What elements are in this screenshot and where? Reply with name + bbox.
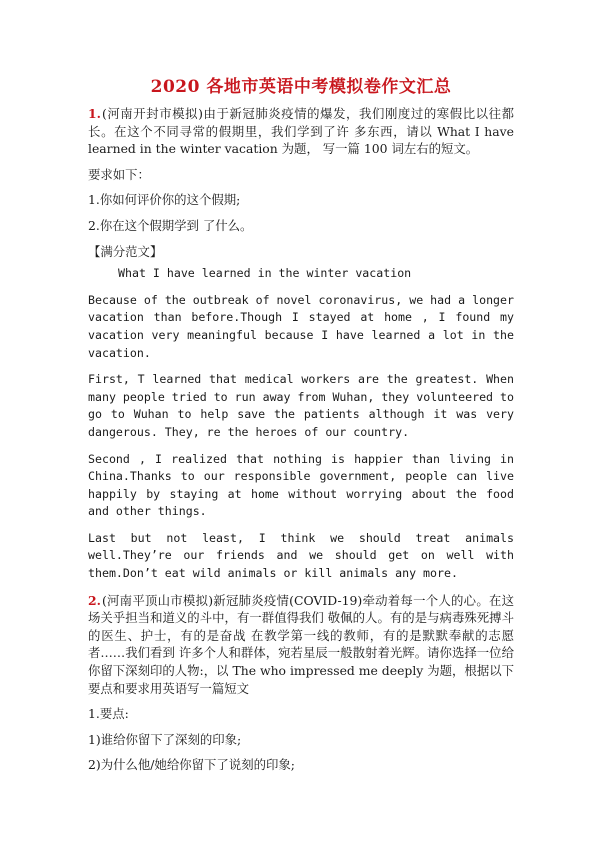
essay-title: What I have learned in the winter vacation: [118, 266, 412, 281]
document-title: 2020 各地市英语中考模拟卷作文汇总: [150, 77, 452, 97]
model-essay-label: 【满分范文】: [88, 243, 163, 259]
point-1: 1)谁给你留下了深刻的印象;: [88, 731, 242, 747]
question-1-text: (河南开封市模拟)由于新冠肺炎疫情的爆发，我们刚度过的寒假比以往都长。在这个不同寻常的假期里，我们学到了许 多东西，请以 What I have learned in the winter vacation 为题， 写一篇 100 词左右的短文。: [88, 106, 514, 157]
essay-paragraph-3: Second , I realized that nothing is happier than living in China.Thanks to our responsible government, people can live happily by staying at home without worrying about the food and other things.: [88, 451, 514, 519]
point-2: 2)为什么他/她给你留下了说刻的印象;: [88, 757, 295, 773]
question-2-prompt: [88, 592, 514, 698]
essay-paragraph-1: Because of the outbreak of novel coronavirus, we had a longer vacation than before.Though I stayed at home , I found my vacation very meaningful because I have learned a lot in the vacation.: [88, 292, 514, 360]
question-2-number: 2.: [88, 592, 101, 608]
question-1-prompt: [88, 105, 514, 158]
essay-paragraph-2: First, T learned that medical workers are the greatest. When many people tried to run away from Wuhan, they volunteered to go to Wuhan to help save the patients although it was very dangerous. They, re the heroes of our country.: [88, 372, 514, 439]
essay-paragraph-4: Last but not least, I think we should treat animals well.They’re our friends and we should get on well with them.Don’t eat wild animals or kill animals any more.: [88, 530, 514, 581]
points-heading: 1.要点:: [88, 706, 129, 722]
requirement-1: 1.你如何评价你的这个假期;: [88, 192, 241, 208]
question-1-number: 1.: [88, 106, 101, 121]
question-2-text: (河南平顶山市模拟)新冠肺炎疫情(COVID-19)牵动着每一个人的心。在这场关乎担当和道义的斗中，有一群值得我们 敬佩的人。有的是与病毒殊死搏斗的医生、护士，有的是奋战 在教学第一线的教师，有的是默默奉献的志愿者……我们看到 许多个人和群体，宛若星辰一般散射着光辉。请你选择一位给你留下深刻印的人物:，以 The who impressed me deeply 为题，根据以下要点和要求用英语写一篇短文: [88, 592, 514, 696]
requirements-heading: 要求如下：: [88, 166, 150, 182]
requirement-2: 2.你在这个假期学到 了什么。: [88, 217, 253, 233]
